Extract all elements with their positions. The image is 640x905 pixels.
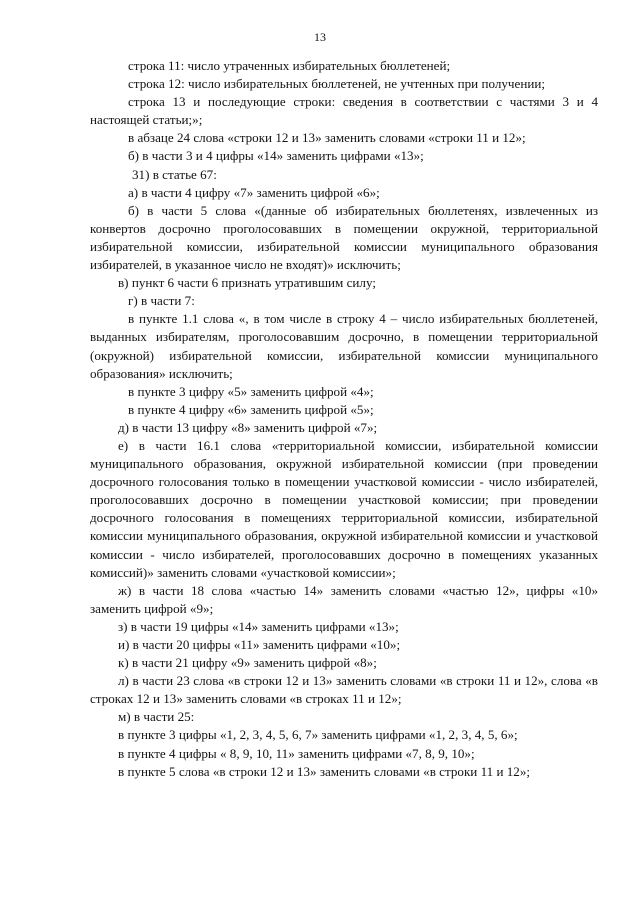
paragraph: к) в части 21 цифру «9» заменить цифрой «8»;: [118, 655, 377, 671]
paragraph: в абзаце 24 слова «строки 12 и 13» заменить словами «строки 11 и 12»;: [128, 130, 526, 146]
paragraph: в пункте 3 цифру «5» заменить цифрой «4»;: [128, 383, 374, 399]
paragraph: г) в части 7:: [128, 293, 195, 309]
paragraph: строка 13 и последующие строки: сведения в соответствии с частями 3 и 4 настоящей статьи;»;: [90, 94, 598, 128]
paragraph: 31) в статье 67:: [132, 166, 217, 182]
paragraph: и) в части 20 цифры «11» заменить цифрами «10»;: [118, 637, 401, 652]
paragraph: д) в части 13 цифру «8» заменить цифрой «7»;: [118, 419, 378, 435]
paragraph: м) в части 25:: [118, 709, 195, 725]
paragraph: ж) в части 18 слова «частью 14» заменить словами «частью 12», цифры «10» заменить цифрой «9»;: [90, 582, 598, 616]
paragraph: в пункте 5 слова «в строки 12 и 13» заменить словами «в строки 11 и 12»;: [118, 763, 531, 779]
paragraph: в) пункт 6 части 6 признать утратившим силу;: [118, 275, 376, 291]
paragraph: в пункте 4 цифру «6» заменить цифрой «5»;: [128, 401, 374, 417]
paragraph: б) в части 5 слова «(данные об избирательных бюллетенях, извлеченных из конвертов досрочно проголосовавших в помещении окружной, территориальной избирательной комиссии, избирательной комиссии муниципального образования избирателей, в указанное число не входят)» исключить;: [90, 202, 598, 273]
paragraph: в пункте 4 цифры « 8, 9, 10, 11» заменить цифрами «7, 8, 9, 10»;: [118, 745, 475, 761]
paragraph: строка 11: число утраченных избирательных бюллетеней;: [128, 58, 451, 73]
paragraph: а) в части 4 цифру «7» заменить цифрой «6»;: [128, 184, 380, 200]
document-body: [90, 57, 598, 781]
paragraph: в пункте 3 цифры «1, 2, 3, 4, 5, 6, 7» заменить цифрами «1, 2, 3, 4, 5, 6»;: [118, 727, 518, 743]
paragraph: в пункте 1.1 слова «, в том числе в строку 4 – число избирательных бюллетеней, выданных избирателям, проголосовавшим досрочно, в помещении территориальной (окружной) избирательной комиссии, избирательной комиссии муниципального образования» исключить;: [90, 311, 598, 381]
paragraph: б) в части 3 и 4 цифры «14» заменить цифрами «13»;: [128, 148, 424, 164]
paragraph: з) в части 19 цифры «14» заменить цифрами «13»;: [118, 618, 399, 634]
paragraph: е) в части 16.1 слова «территориальной комиссии, избирательной комиссии муниципального образования, окружной избирательной комиссии (при проведении досрочного голосования только в помещении участковой комиссии - число избирателей, проголосовавших досрочно в помещении участковой комиссии; при проведении досрочного голосования в помещениях территориальной комиссии, избирательной комиссии муниципального образования, окружной избирательной комиссии и участковой комиссии - число избирателей, проголосовавших досрочно в помещениях указанных комиссий)» заменить словами «участковой комиссии»;: [90, 437, 598, 580]
page-number: 13: [314, 30, 326, 44]
paragraph: л) в части 23 слова «в строки 12 и 13» заменить словами «в строки 11 и 12», слова «в строках 12 и 13» заменить словами «в строках 11 и 12»;: [90, 673, 598, 707]
paragraph: строка 12: число избирательных бюллетеней, не учтенных при получении;: [128, 76, 545, 92]
